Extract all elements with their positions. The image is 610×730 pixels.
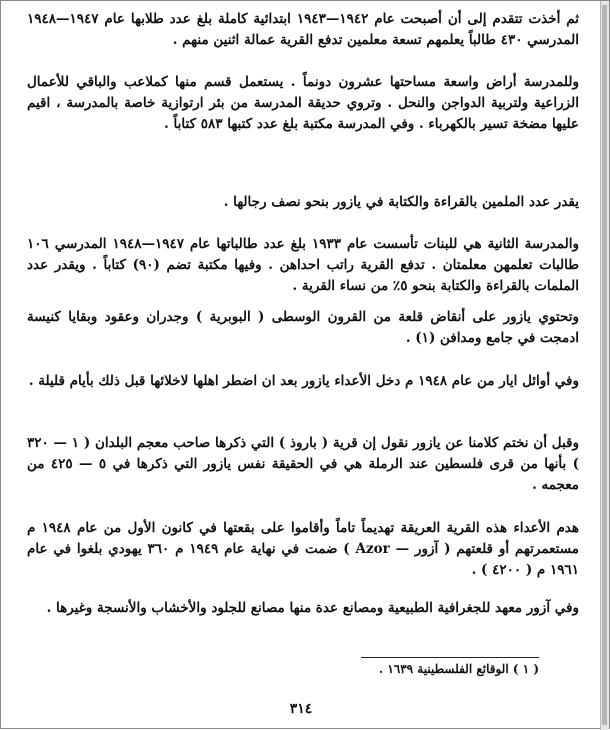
paragraph-azor-settlement: هدم الأعداء هذه القرية العريقة تهديماً تاماً وأقاموا على بقعتها في كانون الأول من عام ١٩٤٨ م مستعمرتهم أو قلعتهم ( آزور — Azor ) ضمت في نهاية عام ١٩٤٩ م ٣٦٠ يهودي بلغوا في عام ١٩٦١ م ( ٤٢٠٠ ) .: [27, 520, 580, 578]
vertical-scrollbar[interactable]: [600, 1, 609, 730]
scrollbar-thumb[interactable]: [602, 5, 607, 725]
page-number: ٣١٤: [289, 701, 313, 717]
paragraph-school-progress: ثم أخذت تتقدم إلى أن أصبحت عام ١٩٤٢—١٩٤٣ ابتدائية كاملة بلغ عدد طلابها عام ١٩٤٧—١٩٤٨ المدرسي ٤٣٠ طالباً يعلمهم تسعة معلمين تدفع القرية عمالة اثنين منهم .: [27, 11, 579, 48]
paragraph-literacy-men: يقدر عدد الملمين بالقراءة والكتابة في يازور بنحو نصف رجالها .: [223, 194, 579, 210]
paragraph-azor-institutes: وفي آزور معهد للجغرافية الطبيعية ومصانع عدة منها مصانع للجلود والأخشاب والأنسجة وغيرها .: [46, 600, 579, 616]
footnote-divider: [361, 657, 539, 658]
paragraph-castle-ruins: وتحتوي يازور على أنقاض قلعة من القرون الوسطى ( البوبرية ) وجدران وعقود وبقايا كنيسة ادمجت في جامع ومدافن (١) .: [27, 309, 579, 346]
paragraph-occupation-1948: وفي أوائل ايار من عام ١٩٤٨ م دخل الأعداء يازور بعد ان اضطر اهلها لاخلائها قبل ذلك بأيام قليلة .: [28, 373, 579, 389]
paragraph-girls-school: والمدرسة الثانية هي للبنات تأسست عام ١٩٣٣ بلغ عدد طالباتها عام ١٩٤٧—١٩٤٨ المدرسي ١٠٦ طالبات تعلمهن معلمتان . تدفع القرية راتب احداهن . وفيها مكتبة تضم (٩٠) كتاباً . ويقدر عدد الملمات بالقراءة والكتابة بنحو ٥٪ من نساء القرية .: [27, 236, 579, 294]
footnote: ( ١ ) الوقائع الفلسطينية ١٦٣٩ .: [378, 662, 539, 676]
paragraph-school-lands: وللمدرسة أراض واسعة مساحتها عشرون دونماً . يستعمل قسم منها كملاعب والباقي للأعمال الزراعية ولتربية الدواجن والنحل . وتروي حديقة المدرسة من بئر ارتوازية خاصة بالمدرسة ، اقيم عليها مضخة تسير بالكهرباء . وفي المدرسة مكتبة بلغ عدد كتبها ٥٨٣ كتاباً .: [27, 74, 579, 132]
document-page: [7, 1, 595, 730]
paragraph-baruth-village: وقبل أن نختم كلامنا عن يازور نقول إن قرية ( باروذ ) التي ذكرها صاحب معجم البلدان ( ١ — ٣٢٠ ) بأنها من قرى فلسطين عند الرملة هي في الحقيقة نفس يازور التي ذكرها في ٥ — ٤٢٥ من معجمه .: [27, 435, 580, 493]
